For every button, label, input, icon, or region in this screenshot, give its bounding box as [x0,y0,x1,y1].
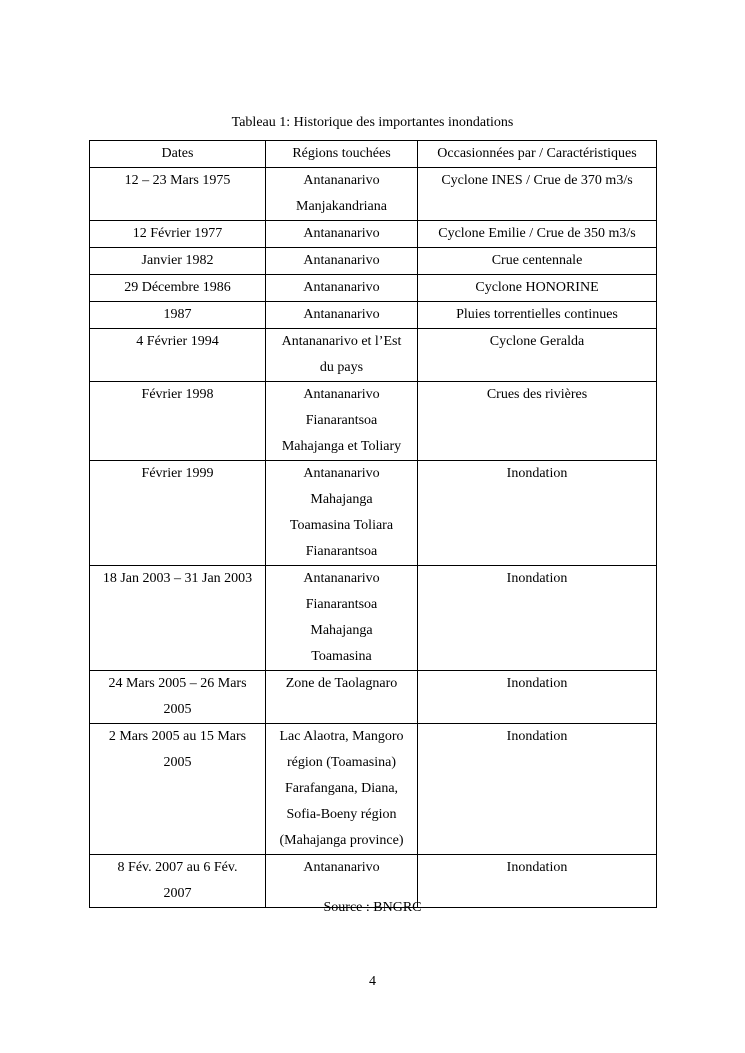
cell-regions-line: Antananarivo [303,280,380,295]
cell-date-line: 8 Fév. 2007 au 6 Fév. [117,860,238,875]
floods-history-table [89,140,657,908]
cell-regions-line: Antananarivo [303,307,380,322]
table-caption: Tableau 1: Historique des importantes inondations [231,115,514,130]
cell-regions [266,329,418,382]
page-number: 4 [369,974,376,989]
cell-regions-line: du pays [319,360,364,375]
cell-regions-line: Mahajanga [310,623,373,638]
cell-regions-line: Farafangana, Diana, [284,781,399,796]
cell-regions [266,671,418,724]
cell-regions-line: Antananarivo [303,860,380,875]
cell-regions-line: Zone de Taolagnaro [285,676,398,691]
cell-regions-line: Antananarivo [303,253,380,268]
column-header-characteristics: Occasionnées par / Caractéristiques [418,141,657,168]
cell-characteristics [418,275,657,302]
cell-characteristics-line: Cyclone Geralda [489,334,585,349]
cell-date [90,461,266,566]
cell-regions [266,724,418,855]
cell-date-line: 2005 [163,702,192,717]
cell-regions-line: (Mahajanga province) [279,833,404,848]
cell-characteristics-line: Crues des rivières [486,387,588,402]
table-header-row [90,141,657,168]
table-row [90,461,657,566]
cell-regions [266,302,418,329]
table-row [90,302,657,329]
table-source: Source : BNGRC [323,900,422,915]
cell-characteristics [418,671,657,724]
cell-characteristics [418,248,657,275]
table-body [90,168,657,908]
cell-regions-line: région (Toamasina) [286,755,397,770]
cell-regions-line: Fianarantsoa [305,544,378,559]
cell-characteristics [418,168,657,221]
cell-characteristics [418,329,657,382]
table-row [90,566,657,671]
cell-characteristics-line: Cyclone Emilie / Crue de 350 m3/s [438,226,636,241]
cell-characteristics-line: Inondation [506,676,568,691]
cell-regions [266,248,418,275]
cell-regions [266,566,418,671]
cell-regions-line: Sofia-Boeny région [286,807,397,822]
cell-regions-line: Toamasina Toliara [289,518,394,533]
cell-date-line: 1987 [163,307,192,322]
cell-date [90,566,266,671]
cell-regions-line: Fianarantsoa [305,413,378,428]
cell-date-line: 2005 [163,755,192,770]
cell-regions-line: Antananarivo [303,466,380,481]
cell-characteristics-line: Inondation [506,571,568,586]
table-row [90,221,657,248]
cell-characteristics [418,566,657,671]
cell-date-line: 29 Décembre 1986 [124,280,231,295]
column-header-regions: Régions touchées [266,141,418,168]
cell-date-line: Janvier 1982 [141,253,214,268]
cell-regions [266,382,418,461]
cell-date-line: 2 Mars 2005 au 15 Mars [108,729,247,744]
cell-date-line: 2007 [163,886,192,901]
cell-date-line: 12 – 23 Mars 1975 [124,173,231,188]
cell-regions-line: Antananarivo [303,226,380,241]
cell-characteristics-line: Inondation [506,860,568,875]
cell-date [90,671,266,724]
cell-regions-line: Antananarivo [303,173,380,188]
cell-date [90,382,266,461]
table-row [90,329,657,382]
table-row [90,275,657,302]
cell-regions-line: Manjakandriana [296,199,387,214]
table-row [90,382,657,461]
cell-characteristics-line: Cyclone INES / Crue de 370 m3/s [441,173,633,188]
cell-date [90,221,266,248]
cell-characteristics-line: Inondation [506,466,568,481]
table-row [90,168,657,221]
cell-regions-line: Mahajanga et Toliary [281,439,402,454]
cell-characteristics [418,461,657,566]
cell-characteristics-line: Pluies torrentielles continues [456,307,618,322]
cell-characteristics [418,302,657,329]
table-row [90,248,657,275]
cell-regions [266,168,418,221]
cell-date-line: 4 Février 1994 [136,334,219,349]
cell-characteristics [418,724,657,855]
cell-characteristics [418,382,657,461]
cell-regions [266,461,418,566]
cell-date-line: 24 Mars 2005 – 26 Mars [108,676,247,691]
cell-date [90,724,266,855]
column-header-dates: Dates [90,141,266,168]
table-row [90,671,657,724]
cell-date [90,302,266,329]
cell-regions-line: Antananarivo [303,387,380,402]
cell-regions [266,275,418,302]
cell-characteristics-line: Inondation [506,729,568,744]
cell-regions-line: Fianarantsoa [305,597,378,612]
cell-date-line: Février 1998 [141,387,214,402]
cell-date [90,329,266,382]
cell-regions-line: Antananarivo et l’Est [281,334,402,349]
cell-regions-line: Mahajanga [310,492,373,507]
cell-date-line: 12 Février 1977 [132,226,223,241]
cell-date [90,248,266,275]
cell-characteristics-line: Cyclone HONORINE [475,280,599,295]
cell-date [90,168,266,221]
cell-regions [266,221,418,248]
cell-regions-line: Lac Alaotra, Mangoro [279,729,404,744]
cell-characteristics-line: Crue centennale [491,253,583,268]
cell-characteristics [418,221,657,248]
cell-date [90,275,266,302]
table-row [90,724,657,855]
cell-regions-line: Toamasina [311,649,372,664]
cell-date-line: Février 1999 [141,466,214,481]
cell-date-line: 18 Jan 2003 – 31 Jan 2003 [102,571,253,586]
cell-regions-line: Antananarivo [303,571,380,586]
